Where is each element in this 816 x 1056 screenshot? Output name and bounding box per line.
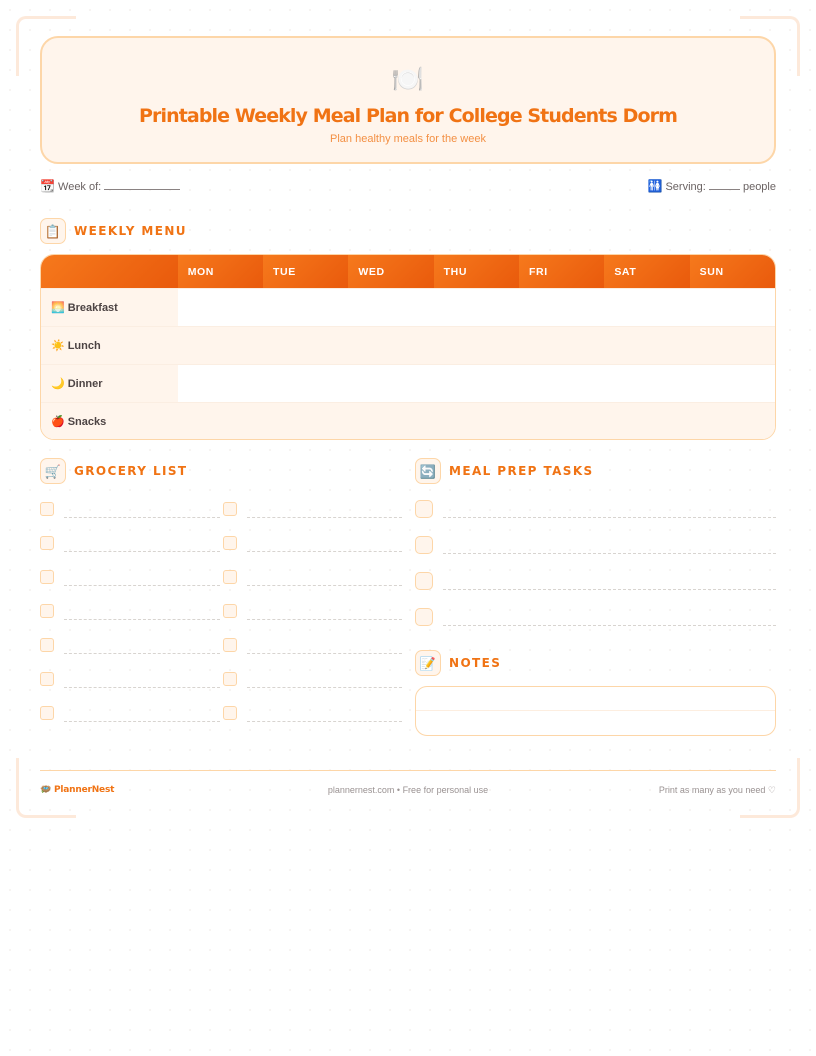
calendar-icon: 📆 [40,179,55,193]
meal-cell[interactable] [690,365,775,402]
serving-suffix: people [742,181,776,193]
meal-cell[interactable] [604,403,689,440]
grocery-item [40,706,220,726]
grocery-item [40,638,220,658]
checkbox[interactable] [415,500,433,518]
grocery-item [40,536,220,556]
grocery-item [40,672,220,692]
memo-icon: 📝 [415,650,441,676]
meal-prep-heading [415,458,594,484]
checkbox[interactable] [223,536,237,550]
meal-cell[interactable] [434,365,519,402]
checkbox[interactable] [40,570,54,584]
meal-label-breakfast [41,289,178,326]
grocery-list-heading [40,458,188,484]
serving-blank[interactable] [709,180,740,190]
write-line[interactable] [443,553,776,554]
write-line[interactable] [247,551,402,552]
write-line[interactable] [443,517,776,518]
meal-prep-item [415,608,776,628]
grocery-item [223,570,402,590]
write-line[interactable] [64,721,220,722]
checkbox[interactable] [415,572,433,590]
checkbox[interactable] [40,536,54,550]
meal-cell[interactable] [348,327,433,364]
footer-tagline: Print as many as you need ♡ [658,785,776,795]
meal-cell[interactable] [519,327,604,364]
write-line[interactable] [247,687,402,688]
checkbox[interactable] [415,536,433,554]
meal-cell[interactable] [434,327,519,364]
write-line[interactable] [247,653,402,654]
grocery-item [40,502,220,522]
grocery-item [223,604,402,624]
weekly-menu-table [40,254,776,440]
meal-cell[interactable] [348,365,433,402]
write-line[interactable] [64,517,220,518]
day-header-tue: TUE [263,255,348,288]
meal-cell[interactable] [263,289,348,326]
checkbox[interactable] [223,706,237,720]
meal-cell[interactable] [178,327,263,364]
grocery-item [40,604,220,624]
write-line[interactable] [247,721,402,722]
notes-box[interactable] [415,686,776,736]
meal-cell[interactable] [690,289,775,326]
footer-site-text: plannernest.com • Free for personal use [327,785,489,795]
week-of-label: Week of: [58,181,102,193]
checkbox[interactable] [40,604,54,618]
meal-cell[interactable] [348,403,433,440]
weekly-menu-heading [40,218,187,244]
page-title: Printable Weekly Meal Plan for College Students Dorm [138,105,678,127]
meal-cell[interactable] [178,289,263,326]
write-line[interactable] [64,585,220,586]
sunrise-icon: 🌅 [51,302,65,314]
sun-icon: ☀️ [51,340,65,352]
checkbox[interactable] [223,672,237,686]
day-header-mon: MON [178,255,263,288]
meal-prep-item [415,536,776,556]
write-line[interactable] [64,687,220,688]
day-header-sat: SAT [604,255,689,288]
grocery-item [223,672,402,692]
meal-cell[interactable] [519,289,604,326]
meal-cell[interactable] [348,289,433,326]
people-icon: 🚻 [647,179,663,193]
grocery-item [223,502,402,522]
apple-icon: 🍎 [51,416,65,428]
write-line[interactable] [247,585,402,586]
header-corner-cell [41,255,178,288]
meal-cell[interactable] [604,327,689,364]
day-header-fri: FRI [519,255,604,288]
table-row-dinner [41,364,775,402]
meal-cell[interactable] [434,403,519,440]
grocery-list-title: GROCERY LIST [74,464,188,478]
write-line[interactable] [443,625,776,626]
meal-cell[interactable] [263,403,348,440]
write-line[interactable] [64,653,220,654]
write-line[interactable] [64,619,220,620]
meal-cell[interactable] [690,403,775,440]
meal-cell[interactable] [434,289,519,326]
meal-label-text: Dinner [67,377,103,390]
checkbox[interactable] [223,638,237,652]
table-header-row [41,255,775,288]
checkbox[interactable] [223,570,237,584]
day-header-thu: THU [434,255,519,288]
serving-label: Serving: [665,181,706,193]
grocery-item [223,638,402,658]
weekly-menu-title: WEEKLY MENU [74,224,187,238]
table-row-breakfast [41,288,775,326]
write-line[interactable] [247,517,402,518]
meal-cell[interactable] [604,365,689,402]
notes-title: NOTES [449,656,502,670]
page-subtitle: Plan healthy meals for the week [330,133,486,145]
nest-icon: 🪺 [40,785,52,795]
table-row-lunch [41,326,775,364]
week-of-field [40,178,180,195]
meal-cell[interactable] [178,365,263,402]
meal-label-snacks [41,403,178,440]
shopping-cart-icon: 🛒 [40,458,66,484]
serving-field [647,178,776,195]
meal-prep-item [415,572,776,592]
meal-cell[interactable] [263,327,348,364]
day-header-wed: WED [348,255,433,288]
meal-prep-title: MEAL PREP TASKS [449,464,594,478]
meal-cell[interactable] [519,403,604,440]
checkbox[interactable] [40,638,54,652]
checkbox[interactable] [223,604,237,618]
meal-cell[interactable] [263,365,348,402]
checkbox[interactable] [40,502,54,516]
meal-prep-item [415,500,776,520]
meal-label-lunch [41,327,178,364]
moon-icon: 🌙 [51,378,65,390]
meal-label-text: Breakfast [67,301,118,314]
footer-divider [40,770,776,771]
grocery-item [40,570,220,590]
checkbox[interactable] [223,502,237,516]
grocery-item [223,536,402,556]
header-card [40,36,776,164]
day-header-sun: SUN [690,255,775,288]
checkbox[interactable] [415,608,433,626]
table-row-snacks [41,402,775,440]
meal-cell[interactable] [519,365,604,402]
meal-label-dinner [41,365,178,402]
refresh-icon: 🔄 [415,458,441,484]
meal-cell[interactable] [604,289,689,326]
notes-heading [415,650,501,676]
checkbox[interactable] [40,672,54,686]
write-line[interactable] [64,551,220,552]
fork-knife-plate-icon: 🍽️ [391,64,425,94]
meal-label-text: Snacks [67,415,107,428]
clipboard-icon: 📋 [40,218,66,244]
notes-line [416,710,775,711]
meal-cell[interactable] [690,327,775,364]
checkbox[interactable] [40,706,54,720]
grocery-item [223,706,402,726]
meal-label-text: Lunch [67,339,101,352]
brand-name: PlannerNest [54,785,115,795]
write-line[interactable] [443,589,776,590]
meal-cell[interactable] [178,403,263,440]
write-line[interactable] [247,619,402,620]
week-of-blank[interactable] [104,180,180,190]
